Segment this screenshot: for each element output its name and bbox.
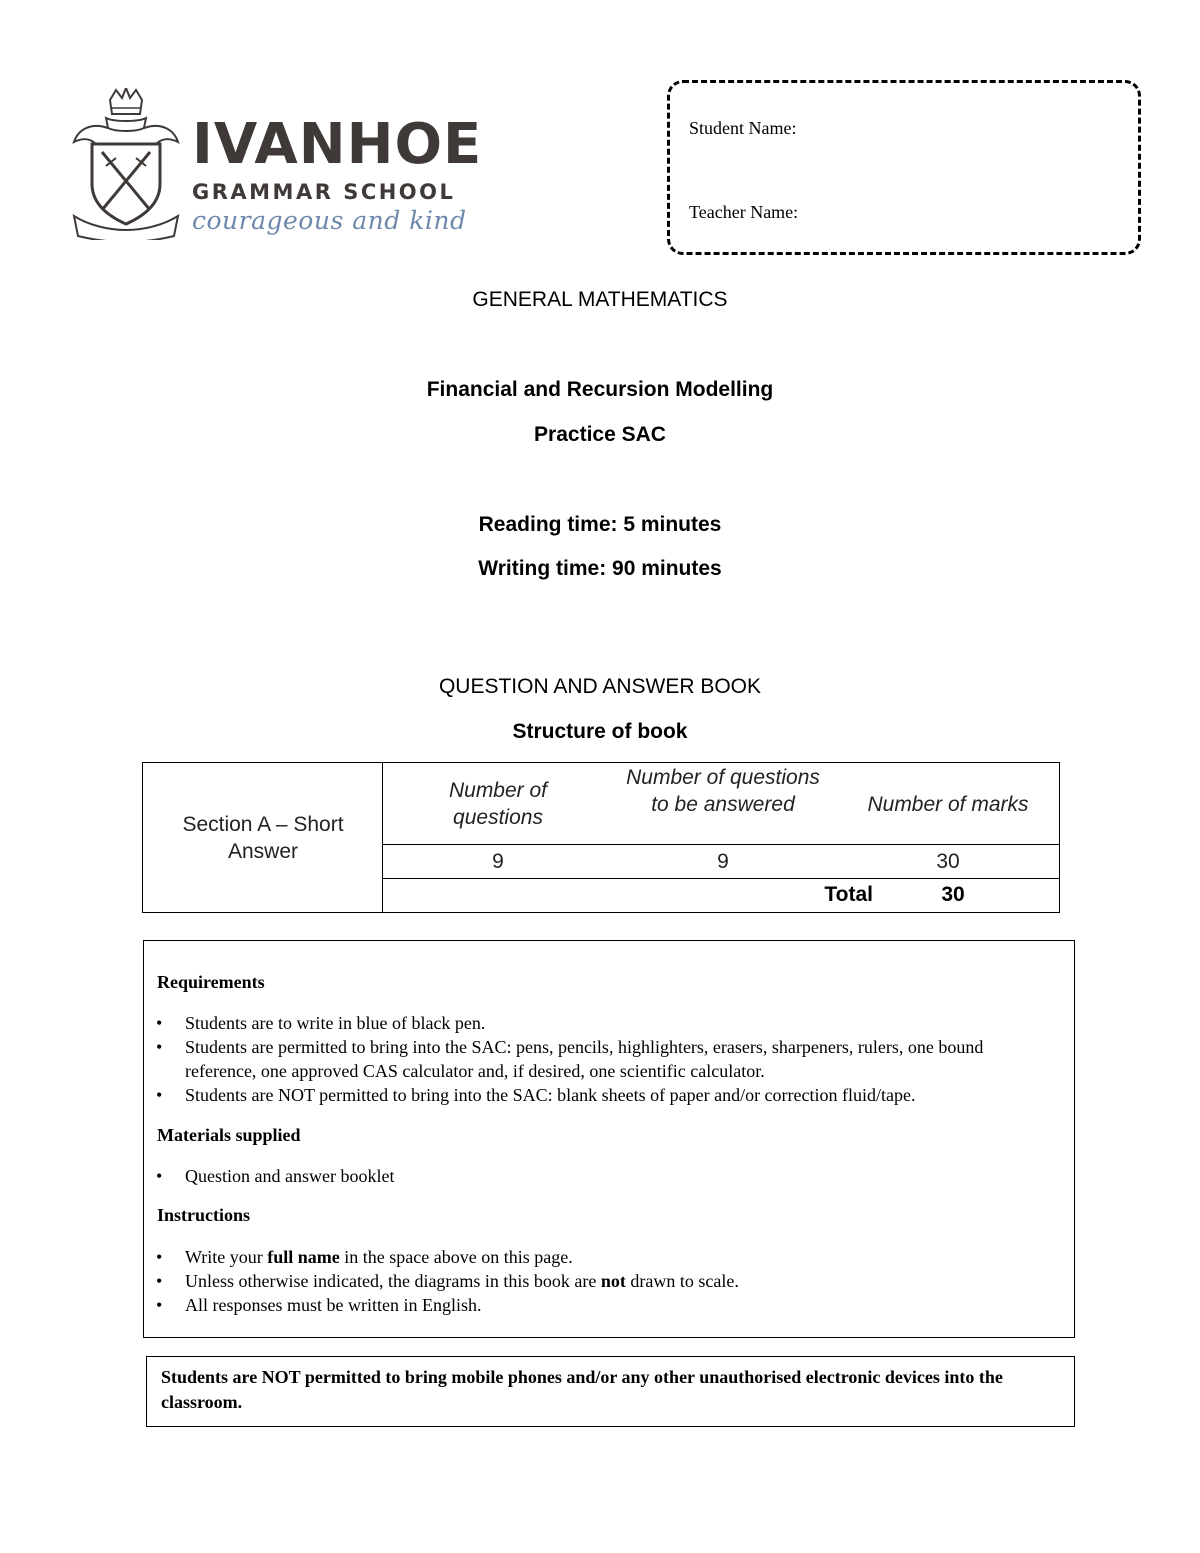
school-crest-icon [70,88,182,240]
subject-title: GENERAL MATHEMATICS [472,288,728,311]
teacher-name-field[interactable]: Teacher Name: [689,202,799,222]
reading-time: Reading time: 5 minutes [478,513,722,536]
instructions-list [144,1245,1044,1317]
list-item: • Students are NOT permitted to bring into the SAC: blank sheets of paper and/or correction fluid/tape. [144,1083,1044,1107]
structure-title: Structure of book [512,720,688,743]
student-name-field[interactable]: Student Name: [689,118,797,138]
list-item: • Question and answer booklet [144,1164,1044,1188]
structure-table [142,762,1060,913]
list-item: • Write your full name in the space above on this page. [144,1245,1044,1269]
value-questions: 9 [492,850,504,873]
section-label: Section A – Short Answer [182,813,344,863]
topic-title: Financial and Recursion Modelling [426,378,774,401]
materials-heading: Materials supplied [157,1125,301,1145]
device-notice: Students are NOT permitted to bring mobile phones and/or any other unauthorised electronic devices into the classroom. [161,1367,1003,1412]
header-questions-to-answer: Number of questions to be answered [626,766,820,816]
school-tagline: courageous and kind [192,206,467,235]
list-item: • Students are to write in blue of black pen. [144,1011,1044,1035]
assessment-title: Practice SAC [534,423,666,446]
requirements-heading: Requirements [157,972,265,992]
instructions-heading: Instructions [157,1205,251,1225]
materials-list [144,1164,1044,1188]
value-marks: 30 [936,850,960,873]
school-subtitle: GRAMMAR SCHOOL [192,180,456,204]
list-item: • Students are permitted to bring into the SAC: pens, pencils, highlighters, erasers, sharpeners, rulers, one bound reference, one approved CAS calculator and, if desired, one scientific calculator. [144,1035,1044,1083]
requirements-box [143,940,1075,1338]
notice-box [146,1356,1075,1427]
writing-time: Writing time: 90 minutes [478,557,722,580]
total-value: 30 [941,883,965,906]
header-number-of-marks: Number of marks [867,793,1029,816]
list-item: • Unless otherwise indicated, the diagrams in this book are not drawn to scale. [144,1269,1044,1293]
list-item: • All responses must be written in English. [144,1293,1044,1317]
requirements-list [144,1011,1044,1107]
value-questions-answered: 9 [717,850,729,873]
school-name: IVANHOE [192,112,483,177]
book-title: QUESTION AND ANSWER BOOK [438,675,762,698]
header-number-of-questions: Number of questions [448,779,548,829]
name-box [667,80,1141,255]
school-logo [70,88,483,253]
total-label: Total [824,883,873,906]
